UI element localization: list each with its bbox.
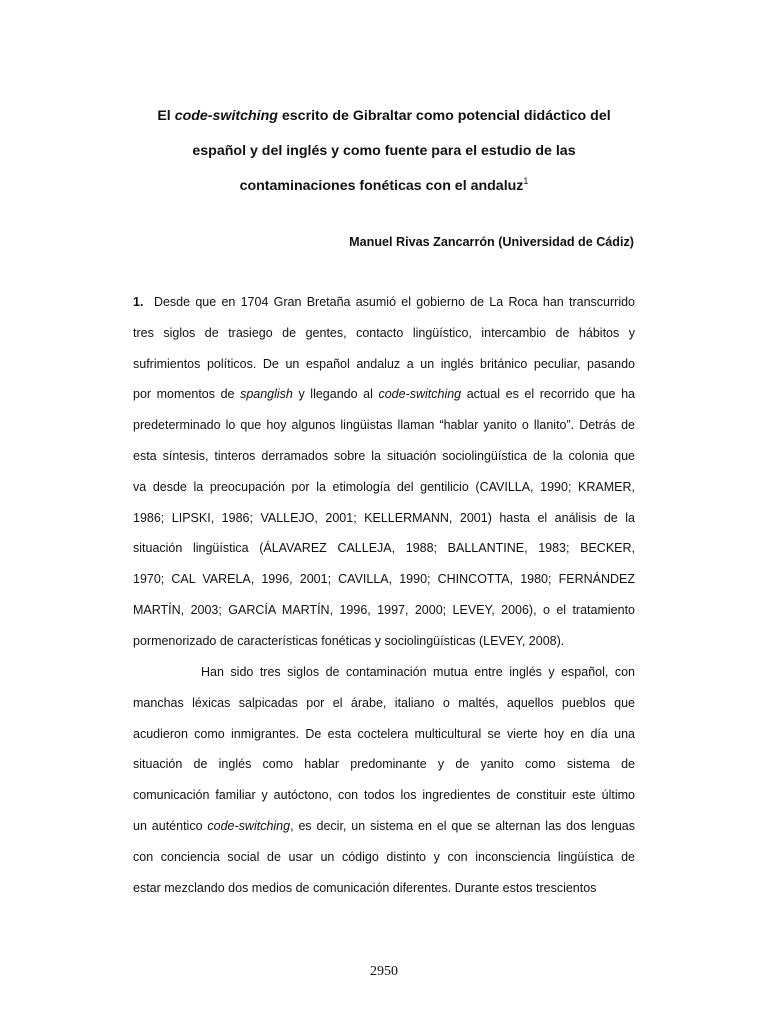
text-line: [133, 564, 635, 595]
text-line: [133, 657, 635, 688]
text-line: [133, 780, 635, 811]
title-line-1: [110, 99, 658, 134]
title-text: escrito de Gibraltar como potencial didáctico del: [277, 108, 611, 124]
text-line: [133, 379, 635, 410]
line-text: 1970; CAL VARELA, 1996, 2001; CAVILLA, 1990; CHINCOTTA, 1980; FERNÁNDEZ: [133, 572, 635, 587]
line-text: , es decir, un sistema en el que se alternan las dos lenguas: [290, 818, 635, 833]
italic-term: spanglish: [240, 387, 293, 402]
text-line: [133, 349, 635, 380]
line-text: Han sido tres siglos de contaminación mutua entre inglés y español, con: [201, 665, 635, 679]
text-line: [133, 719, 635, 750]
text-line: [133, 626, 635, 657]
line-text: esta síntesis, tinteros derramados sobre la situación sociolingüística de la colonia que: [133, 448, 635, 463]
line-text: Desde que en 1704 Gran Bretaña asumió el gobierno de La Roca han transcurrido: [153, 295, 636, 309]
line-text: tres siglos de trasiego de gentes, contacto lingüístico, intercambio de hábitos y: [133, 325, 635, 340]
text-line: [133, 873, 635, 904]
text-line: [133, 595, 635, 626]
page-number: 2950: [370, 964, 398, 979]
title-line-3: [110, 169, 658, 204]
paper-title: [110, 99, 658, 204]
line-text: acudieron como inmigrantes. De esta coctelera multicultural se vierte hoy en día una: [133, 726, 635, 741]
footnote-mark[interactable]: 1: [523, 176, 529, 186]
author-affiliation: Manuel Rivas Zancarrón (Universidad de Cádiz): [349, 235, 634, 249]
line-text: comunicación familiar y autóctono, con todos los ingredientes de constituir este último: [133, 788, 635, 803]
line-text: un auténtico: [133, 818, 208, 833]
text-line: [133, 287, 635, 318]
line-text: con conciencia social de usar un código distinto y con inconsciencia lingüística de: [133, 849, 635, 864]
text-line: [133, 842, 635, 873]
text-line: [133, 503, 635, 534]
text-line: [133, 472, 635, 503]
line-text: 1986; LIPSKI, 1986; VALLEJO, 2001; KELLERMANN, 2001) hasta el análisis de la: [133, 510, 635, 525]
text-line: [133, 410, 635, 441]
line-text: situación lingüística (ÁLAVAREZ CALLEJA, 1988; BALLANTINE, 1983; BECKER,: [133, 541, 635, 556]
line-text: actual es el recorrido que ha: [461, 387, 635, 402]
line-text: sufrimientos políticos. De un español andaluz a un inglés británico peculiar, pasando: [133, 356, 635, 371]
text-line: [133, 749, 635, 780]
paragraph-2: [133, 657, 635, 903]
line-text: y llegando al: [292, 387, 379, 402]
title-text: contaminaciones fonéticas con el andaluz: [239, 178, 524, 194]
title-text: El: [157, 108, 175, 124]
line-text: pormenorizado de características fonéticas y sociolingüísticas (LEVEY, 2008).: [133, 633, 565, 648]
title-line-2: español y del inglés y como fuente para el estudio de las: [192, 143, 576, 159]
line-text: por momentos de: [133, 387, 241, 402]
line-text: va desde la preocupación por la etimología del gentilicio (CAVILLA, 1990; KRAMER,: [133, 479, 635, 494]
section-number: 1.: [133, 295, 144, 309]
text-line: [133, 811, 635, 842]
line-text: manchas léxicas salpicadas por el árabe, italiano o maltés, aquellos pueblos que: [133, 695, 635, 710]
text-line: [133, 533, 635, 564]
title-italic-term: code-switching: [174, 108, 278, 124]
line-text: MARTÍN, 2003; GARCÍA MARTÍN, 1996, 1997, 2000; LEVEY, 2006), o el tratamiento: [133, 602, 635, 617]
italic-term: code-switching: [378, 387, 462, 402]
text-line: [133, 441, 635, 472]
line-text: situación de inglés como hablar predominante y de yanito como sistema de: [133, 757, 635, 772]
paragraph-1: [133, 287, 635, 657]
line-text: estar mezclando dos medios de comunicación diferentes. Durante estos trescientos: [133, 880, 597, 895]
italic-term: code-switching: [207, 818, 291, 833]
text-line: [133, 688, 635, 719]
line-text: predeterminado lo que hoy algunos lingüistas llaman “hablar yanito o llanito”. Detrás de: [133, 418, 635, 433]
text-line: [133, 318, 635, 349]
